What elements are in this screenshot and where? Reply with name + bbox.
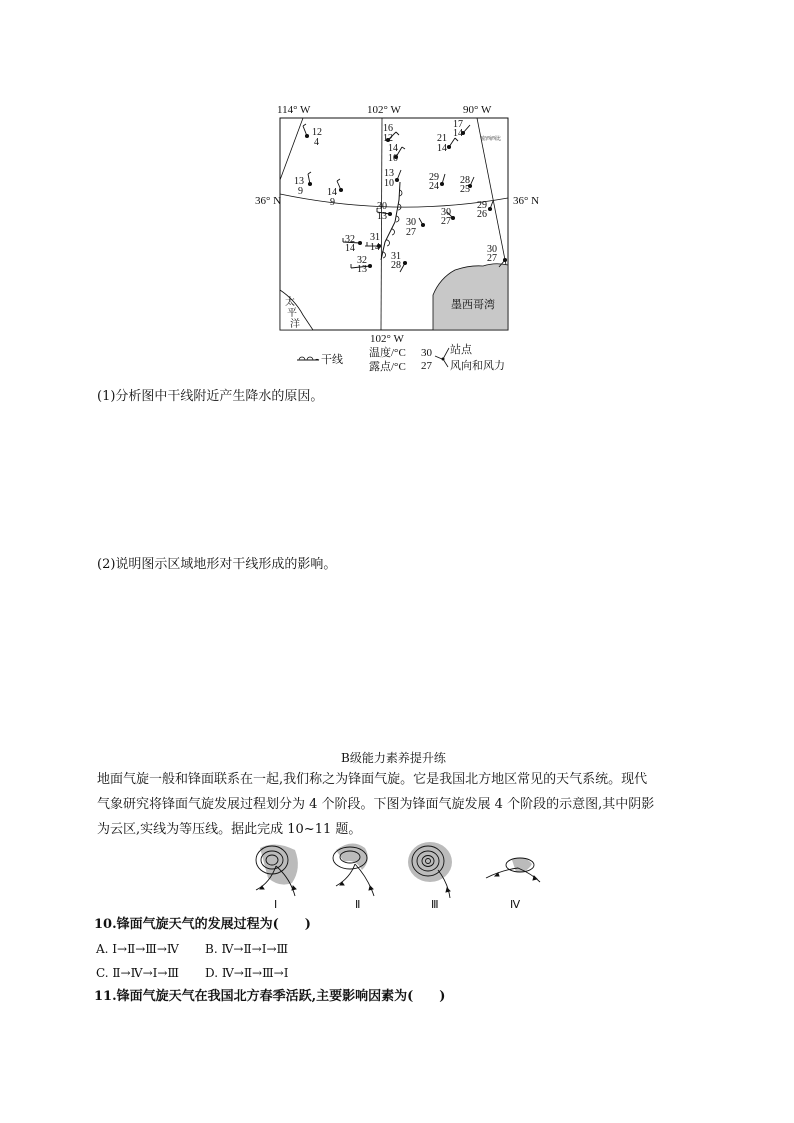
stage-label-1: Ⅰ: [274, 899, 278, 911]
legend-wind: 风向和风力: [450, 360, 505, 372]
q10-option-c[interactable]: C. Ⅱ→Ⅳ→Ⅰ→Ⅲ: [96, 966, 180, 980]
station-values: [294, 119, 497, 275]
lon-label-102w-bottom: 102° W: [370, 333, 404, 345]
q11-number: 11.: [94, 989, 117, 1004]
meridian-114w: [280, 118, 303, 180]
station-temp: 30: [441, 207, 451, 218]
gulf-label: 墨西哥湾: [451, 299, 495, 311]
intro-line-3: 为云区,实线为等压线。据此完成 10~11 题。: [97, 822, 362, 837]
station-temp: 30: [487, 244, 497, 255]
weather-map-figure: [255, 100, 555, 375]
station-dew: 24: [429, 181, 439, 192]
lon-label-90w: 90° W: [463, 104, 492, 116]
q10-option-d[interactable]: D. Ⅳ→Ⅱ→Ⅲ→Ⅰ: [205, 966, 289, 980]
parallel-36n: [280, 194, 508, 207]
lon-label-114w: 114° W: [277, 104, 311, 116]
lat-label-left: 36° N: [255, 195, 282, 207]
station-temp: 29: [477, 200, 487, 211]
pacific-label-1: 太: [285, 297, 295, 308]
station-temp: 31: [391, 251, 401, 262]
legend-sample-temp: 30: [421, 347, 432, 359]
station-dew: 12: [383, 133, 393, 144]
map-legend: [297, 342, 505, 373]
intro-line-2: 气象研究将锋面气旋发展过程划分为 4 个阶段。下图为锋面气旋发展 4 个阶段的示意图,其中阴影: [97, 797, 655, 812]
legend-sample-dew: 27: [421, 360, 432, 372]
station-temp: 13: [294, 176, 304, 187]
station-dew: 25: [460, 184, 470, 195]
station-temp: 12: [312, 127, 322, 138]
cyclone-stage-1: [256, 844, 298, 896]
station-dew: 14: [453, 128, 463, 139]
station-temp: 17: [453, 119, 463, 130]
section-b-title: B级能力素养提升练: [341, 751, 446, 765]
station-temp: 32: [345, 234, 355, 245]
station-dew: 14: [437, 143, 447, 154]
station-dew: 28: [391, 260, 401, 271]
station-dew: 27: [441, 216, 451, 227]
station-temp: 30: [406, 217, 416, 228]
station-temp: 16: [383, 123, 393, 134]
stage-label-3: Ⅲ: [431, 899, 439, 911]
question-11: [94, 988, 445, 1006]
q10-option-b[interactable]: B. Ⅳ→Ⅱ→Ⅰ→Ⅲ: [205, 942, 289, 956]
small-region-label: 密西西比: [481, 137, 502, 142]
station-dew: 14: [370, 242, 380, 253]
stage-label-4: Ⅳ: [510, 899, 521, 911]
station-temp: 14: [388, 143, 398, 154]
intro-line-1: 地面气旋一般和锋面联系在一起,我们称之为锋面气旋。它是我国北方地区常见的天气系统。现代: [97, 772, 648, 787]
station-dew: 27: [487, 253, 497, 264]
legend-temp-label: 温度/°C: [369, 347, 406, 359]
meridian-102w: [381, 118, 382, 330]
station-temp: 30: [377, 201, 387, 212]
station-temp: 14: [327, 187, 337, 198]
station-dew: 27: [406, 227, 416, 238]
station-temp: 21: [437, 133, 447, 144]
legend-dryline: 干线: [321, 354, 343, 366]
q11-stem: 锋面气旋天气在我国北方春季活跃,主要影响因素为( ): [116, 989, 446, 1004]
q10-number: 10.: [94, 917, 117, 932]
q10-stem: 锋面气旋天气的发展过程为( ): [116, 917, 311, 932]
gulf-of-mexico: [433, 264, 508, 330]
pacific-label-2: 平: [287, 308, 297, 319]
station-temp: 29: [429, 172, 439, 183]
station-dew: 4: [314, 137, 319, 148]
station-dew: 9: [330, 197, 335, 208]
legend-dew-label: 露点/°C: [369, 361, 406, 373]
question-2: (2)说明图示区域地形对干线形成的影响。: [97, 557, 337, 572]
station-temp: 32: [357, 255, 367, 266]
q10-option-a[interactable]: A. Ⅰ→Ⅱ→Ⅲ→Ⅳ: [96, 942, 179, 956]
station-temp: 13: [384, 168, 394, 179]
cyclone-stage-3: [408, 842, 452, 898]
lat-label-right: 36° N: [513, 195, 540, 207]
pacific-label-3: 洋: [290, 319, 300, 330]
lon-label-102w-top: 102° W: [367, 104, 401, 116]
station-dew: 13: [377, 211, 387, 222]
legend-station: 站点: [450, 344, 472, 356]
station-dew: 10: [388, 153, 398, 164]
station-dew: 9: [298, 186, 303, 197]
question-10: [94, 916, 311, 934]
question-1: (1)分析图中干线附近产生降水的原因。: [97, 389, 324, 404]
station-temp: 28: [460, 175, 470, 186]
cyclone-stage-2: [333, 843, 374, 896]
station-dew: 14: [345, 243, 355, 254]
section-b-intro: [97, 767, 697, 842]
station-dew: 10: [384, 178, 394, 189]
cyclone-stages-figure: [240, 838, 560, 913]
cyclone-stage-4: [486, 858, 540, 882]
station-dew: 13: [357, 264, 367, 275]
station-dew: 26: [477, 209, 487, 220]
station-temp: 31: [370, 232, 380, 243]
stage-label-2: Ⅱ: [355, 899, 361, 911]
